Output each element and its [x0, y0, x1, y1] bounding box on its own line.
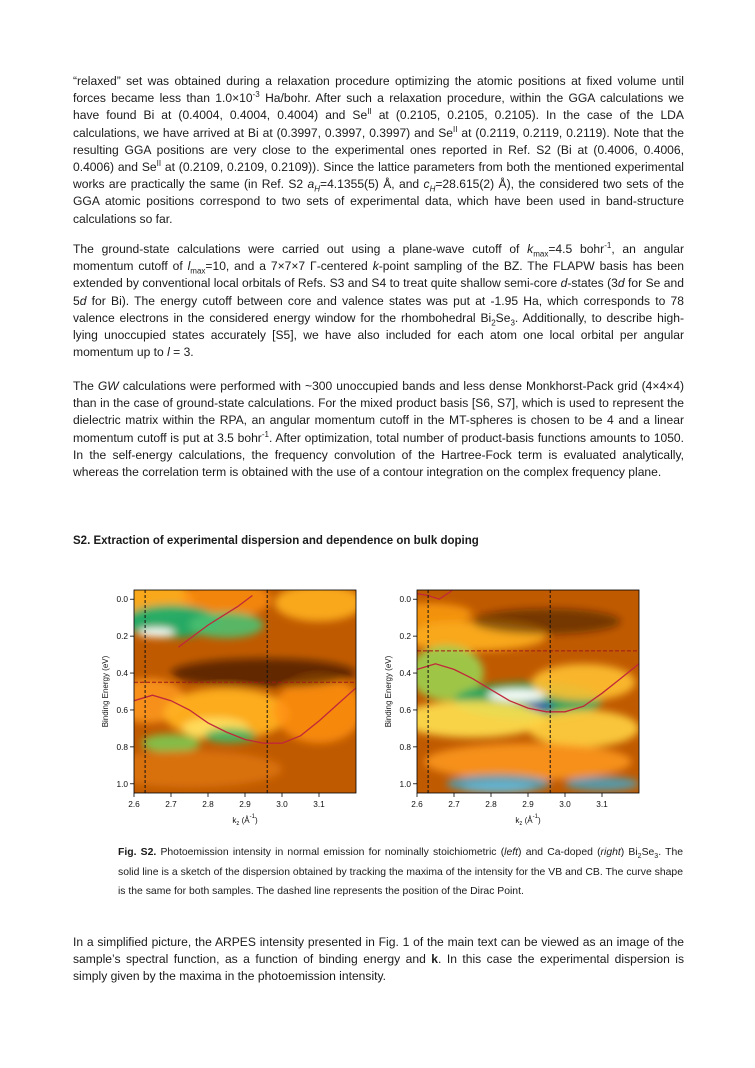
text-run: In a simplified picture, the ARPES intensity presented in Fig. 1 of the main text can be viewed as an image of the sample’s spectral function, as a function of binding energy and: [73, 935, 684, 967]
text-run: Fig. S2.: [118, 847, 157, 858]
text-run: right: [600, 847, 621, 858]
text-run: 3: [654, 853, 659, 861]
text-run: Ha/bohr. After such a relaxation procedure, within the GGA calculations we have found Bi at (0.4004, 0.4004, 0.4004) and Se: [73, 91, 684, 123]
chart-left-y-tick-label: 1.0: [116, 778, 128, 789]
arpes-plot-right: [383, 585, 645, 835]
text-run: d: [560, 276, 568, 291]
chart-right-y-tick-label: 0.0: [399, 594, 411, 605]
text-run: 2: [637, 853, 642, 861]
chart-right-x-tick-label: 2.9: [522, 799, 534, 809]
chart-left-x-tick-label: 3.1: [313, 799, 325, 809]
arpes-plot-left-svg: [100, 585, 362, 835]
text-run: . After optimization, total number of product-basis functions amounts to 1050. In the self-energy calculations, the frequency convolution of the Hartree-Fock term is evaluated analytically, whereas the correlation term is obtained with the use of a contour integration on the complex frequency plane.: [73, 430, 685, 480]
chart-right-x-axis-label: [515, 814, 541, 827]
chart-left-y-tick-label: 0.4: [116, 668, 128, 679]
chart-left-x-tick-label: 2.7: [165, 799, 177, 809]
paragraph-ground-state: [73, 241, 684, 361]
text-run: l: [187, 259, 191, 274]
chart-right-y-tick-label: 0.4: [399, 668, 411, 679]
text-run: GW: [97, 379, 119, 393]
text-run: , an angular momentum cutoff of: [73, 242, 684, 274]
chart-left-intensity-region: [171, 658, 356, 688]
chart-right-intensity-region: [473, 608, 621, 634]
chart-right-intensity-region: [424, 743, 631, 780]
chart-right-intensity-region: [447, 775, 551, 793]
chart-left-y-axis-label: Binding Energy (eV): [101, 655, 110, 728]
text-run: l: [167, 345, 170, 360]
chart-left-intensity-region: [141, 734, 200, 752]
arpes-plot-right-svg: [383, 585, 645, 835]
chart-left-x-axis-label-part: z: [236, 821, 240, 827]
paragraph-relaxed-positions: [73, 73, 684, 228]
chart-right-x-axis-label-part: z: [519, 821, 523, 827]
text-run: -1: [261, 429, 269, 439]
chart-left-x-tick-label: 2.8: [202, 799, 214, 809]
chart-right-x-tick-label: 2.8: [485, 799, 497, 809]
text-run: ) and Ca-doped (: [518, 847, 601, 858]
chart-right-x-axis-label-part: k: [515, 816, 520, 825]
text-run: -states (3: [567, 276, 618, 291]
text-run: H: [429, 184, 436, 194]
chart-left-y-tick-label: 0.8: [116, 741, 128, 752]
chart-right-y-tick-label: 0.2: [399, 631, 411, 642]
text-run: d: [617, 276, 625, 291]
text-run: =28.615(2) Å), the considered two sets of the GGA atomic positions correspond to two sets of experimental data, which have been used in band-structure calculations so far.: [73, 177, 684, 226]
text-run: -point sampling of the BZ. The FLAPW basis has been extended by conventional local orbitals of Refs. S3 and S4 to treat quite shallow semi-core: [73, 259, 684, 291]
chart-left-intensity-region: [204, 728, 256, 743]
chart-left-intensity-region: [190, 612, 264, 638]
chart-left-x-tick-label: 3.0: [276, 799, 288, 809]
chart-left-x-axis-label-part: -1: [249, 814, 255, 820]
chart-right-x-tick-label: 3.1: [596, 799, 608, 809]
text-run: II: [156, 158, 162, 168]
text-run: . Additionally, to describe high-lying unoccupied states accurately [S5], we have also included for each atom one local orbital per angular momentum up to: [73, 310, 684, 360]
text-run: calculations were performed with ~300 unoccupied bands and less dense Monkhorst-Pack grid (4×4×4) than in the case of ground-state calculations. For the mixed product basis [S6, S7], which is used to represent the dielectric matrix within the RPA, an angular momentum cutoff in the MT-spheres is chosen to be 4 and a linear momentum cutoff is put at 3.5 bohr: [73, 379, 684, 445]
text-run: “relaxed” set was obtained during a relaxation procedure optimizing the atomic positions at fixed volume until forces became less than 1.0×10: [73, 74, 684, 106]
section-heading-s2: S2. Extraction of experimental dispersion and dependence on bulk doping: [73, 535, 479, 547]
text-run: a: [307, 177, 315, 192]
paragraph-spectral-function: [73, 934, 684, 986]
chart-left-x-axis-label-part: k: [232, 816, 237, 825]
text-run: Se: [641, 847, 655, 858]
text-run: 2: [491, 318, 496, 328]
text-run: c: [423, 177, 430, 192]
text-run: =10, and a 7×7×7 Γ-centered: [205, 259, 373, 274]
text-run: for Bi). The energy cutoff between core and valence states was put at -1.95 Ha, which corresponds to 78 valence electrons in the considered energy window for the rhombohedral Bi: [73, 293, 684, 325]
text-run: 3: [510, 318, 515, 328]
text-run: ) Bi: [620, 847, 638, 858]
text-run: = 3.: [169, 345, 194, 360]
figure-caption: [118, 843, 683, 902]
text-run: d: [79, 293, 87, 308]
text-run: for Se and 5: [73, 276, 684, 308]
text-run: k: [372, 259, 379, 274]
paragraph-gw-calculations: [73, 378, 684, 481]
text-run: The ground-state calculations were carried out using a plane-wave cutoff of: [73, 242, 528, 256]
text-run: at (0.2119, 0.2119, 0.2119). Note that the resulting GGA positions are very close to the experimental ones reported in Ref. S2 (Bi at (0.4006, 0.4006, 0.4006) and Se: [73, 125, 684, 175]
text-run: . In this case the experimental dispersion is simply given by the maxima in the photoemission intensity.: [73, 952, 684, 984]
chart-right-y-tick-label: 0.8: [399, 741, 411, 752]
text-run: =4.1355(5) Å, and: [320, 177, 424, 192]
text-run: max: [533, 249, 549, 259]
text-run: k: [527, 242, 534, 256]
text-run: left: [504, 847, 519, 858]
chart-left-x-axis-label: [232, 814, 258, 827]
chart-right-x-tick-label: 2.7: [448, 799, 460, 809]
text-run: II: [453, 124, 458, 134]
chart-right-y-tick-label: 1.0: [399, 778, 411, 789]
text-run: H: [314, 184, 320, 194]
text-run: II: [367, 107, 372, 117]
chart-right-y-tick-label: 0.6: [399, 704, 411, 715]
chart-right-x-axis-label-part: -1: [532, 814, 538, 820]
chart-left-x-axis-label-part: (Å: [239, 816, 250, 825]
chart-right-intensity-region: [532, 664, 636, 701]
chart-left-y-tick-label: 0.2: [116, 631, 128, 642]
chart-left-intensity-region: [138, 628, 175, 637]
arpes-plot-left: [100, 585, 362, 835]
chart-left-y-tick-label: 0.0: [116, 594, 128, 605]
text-run: -3: [252, 90, 260, 100]
text-run: Se: [495, 310, 511, 325]
chart-right-x-axis-label-part: (Å: [522, 816, 533, 825]
chart-left-x-tick-label: 2.6: [128, 799, 140, 809]
chart-right-intensity-region: [565, 776, 639, 791]
text-run: Photoemission intensity in normal emission for nominally stoichiometric (: [156, 847, 505, 858]
text-run: at (0.2109, 0.2109, 0.2109)). Since the lattice parameters from both the mentioned experimental works are practically the same (in Ref. S2: [73, 160, 684, 192]
chart-right-intensity-region: [528, 710, 639, 747]
text-run: The: [73, 379, 98, 393]
chart-left-x-tick-label: 2.9: [239, 799, 251, 809]
chart-right-x-axis-label-part: ): [537, 816, 541, 825]
chart-left-y-tick-label: 0.6: [116, 704, 128, 715]
text-run: at (0.2105, 0.2105, 0.2105). In the case of the LDA calculations, we have arrived at Bi at (0.3997, 0.3997, 0.3997) and Se: [73, 108, 684, 140]
text-run: . The solid line is a sketch of the dispersion obtained by tracking the maxima of the intensity for the VB and CB. The curve shape is the same for both samples. The dashed line represents the position of the Dirac Point.: [118, 847, 684, 897]
text-run: =4.5 bohr: [548, 242, 605, 256]
chart-right-y-axis-label: Binding Energy (eV): [384, 655, 393, 728]
chart-left-x-axis-label-part: ): [254, 816, 258, 825]
chart-left-intensity-region: [275, 585, 362, 621]
text-run: -1: [604, 240, 612, 250]
chart-right-x-tick-label: 2.6: [411, 799, 423, 809]
chart-right-x-tick-label: 3.0: [559, 799, 571, 809]
text-run: k: [431, 952, 439, 967]
text-run: max: [190, 266, 206, 276]
